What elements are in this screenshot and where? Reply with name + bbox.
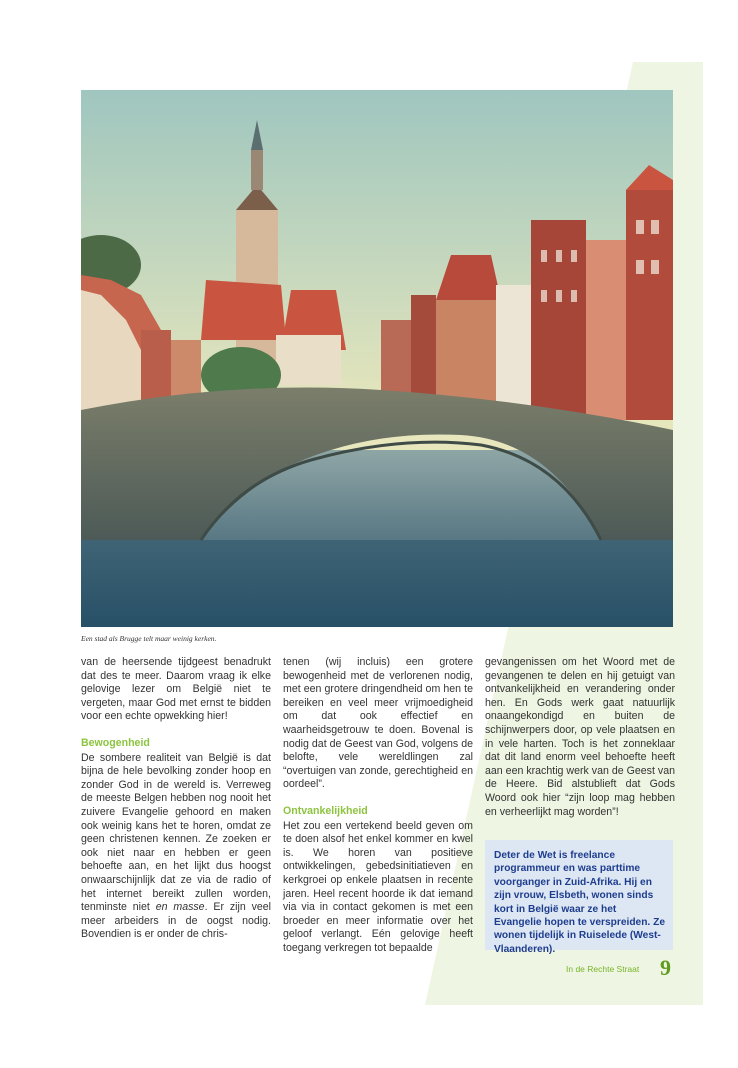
- author-bio: Deter de Wet is freelance programmeur en was parttime voorganger in Zuid-Afrika. Hij en zijn vrouw, Elsbeth, wonen sinds kort in België waar ze het Evangelie hopen te verspreiden. Ze wonen tijdelijk in Ruiselede (West-Vlaanderen).: [494, 850, 665, 955]
- article-column-1: [81, 656, 271, 942]
- paragraph: van de heersende tijdgeest benadrukt dat des te meer. Daarom vraag ik elke gelovige lezer om België niet te vergeten, maar God met ernst te bidden voor een echte opwekking hier!: [81, 656, 271, 723]
- article-column-2: [283, 656, 473, 955]
- magazine-name: In de Rechte Straat: [566, 964, 640, 974]
- bruges-canal-photo: [81, 90, 673, 627]
- section-heading-ontvankelijkheid: Ontvankelijkheid: [283, 804, 368, 817]
- page-number: 9: [660, 955, 671, 980]
- article-column-3: [485, 656, 675, 819]
- author-bio-box: [485, 840, 673, 955]
- photo-caption: Een stad als Brugge telt maar weinig kerken.: [81, 634, 217, 643]
- emphasis: en masse: [155, 901, 205, 914]
- paragraph: gevangenissen om het Woord met de gevangenen te delen en hij getuigt van ontvankelijkheid en verandering onder hen. En Gods werk gaat natuurlijk onaangekondigd en buiten de schijnwerpers door, op vele plaatsen en in vele harten. Toch is het zonneklaar dat dit land enorm veel behoefte heeft aan een krachtig werk van de Geest van de Heere. Bid alstublieft dat Gods Woord ook hier “zijn loop mag hebben en verheerlijkt mag worden”!: [485, 656, 675, 818]
- section-heading-bewogenheid: Bewogenheid: [81, 736, 150, 749]
- paragraph: tenen (wij incluis) een grotere bewogenheid met de verlorenen nodig, met een grotere dringendheid om hen te bereiken en veel meer vrijmoedigheid om dat ook effectief en waarheidsgetrouw te doen. Bovenal is nodig dat de Geest van God, volgens de belofte, vele wereldlingen zal “overtuigen van zonde, gerechtigheid en oordeel”.: [283, 656, 473, 791]
- paragraph: Het zou een vertekend beeld geven om te doen alsof het enkel kommer en kwel is. We horen van positieve ontwikkelingen, gebedsinitiatieven en kerkgroei op enkele plaatsen in recente jaren. Heel recent hoorde ik dat iemand via via in contact gekomen is met een broeder en meer informatie over het geloof verlangt. Eén gelovige heeft toegang verkregen tot bepaalde: [283, 819, 473, 954]
- paragraph: De sombere realiteit van België is dat bijna de hele bevolking zonder hoop en zonder God in de wereld is. Verreweg de meeste Belgen hebben nog nooit het zuivere Evangelie gehoord en maken ook weinig kans het te horen, omdat ze geen christenen kennen. Ze zoeken er ook niet naar en hebben er geen behoefte aan, en het lijkt dus hoogst onwaarschijnlijk dat ze via de radio of het internet bereikt zullen worden, tenminste niet en masse. Er zijn veel meer arbeiders in de oogst nodig. Bovendien is er onder de chris-: [81, 751, 272, 941]
